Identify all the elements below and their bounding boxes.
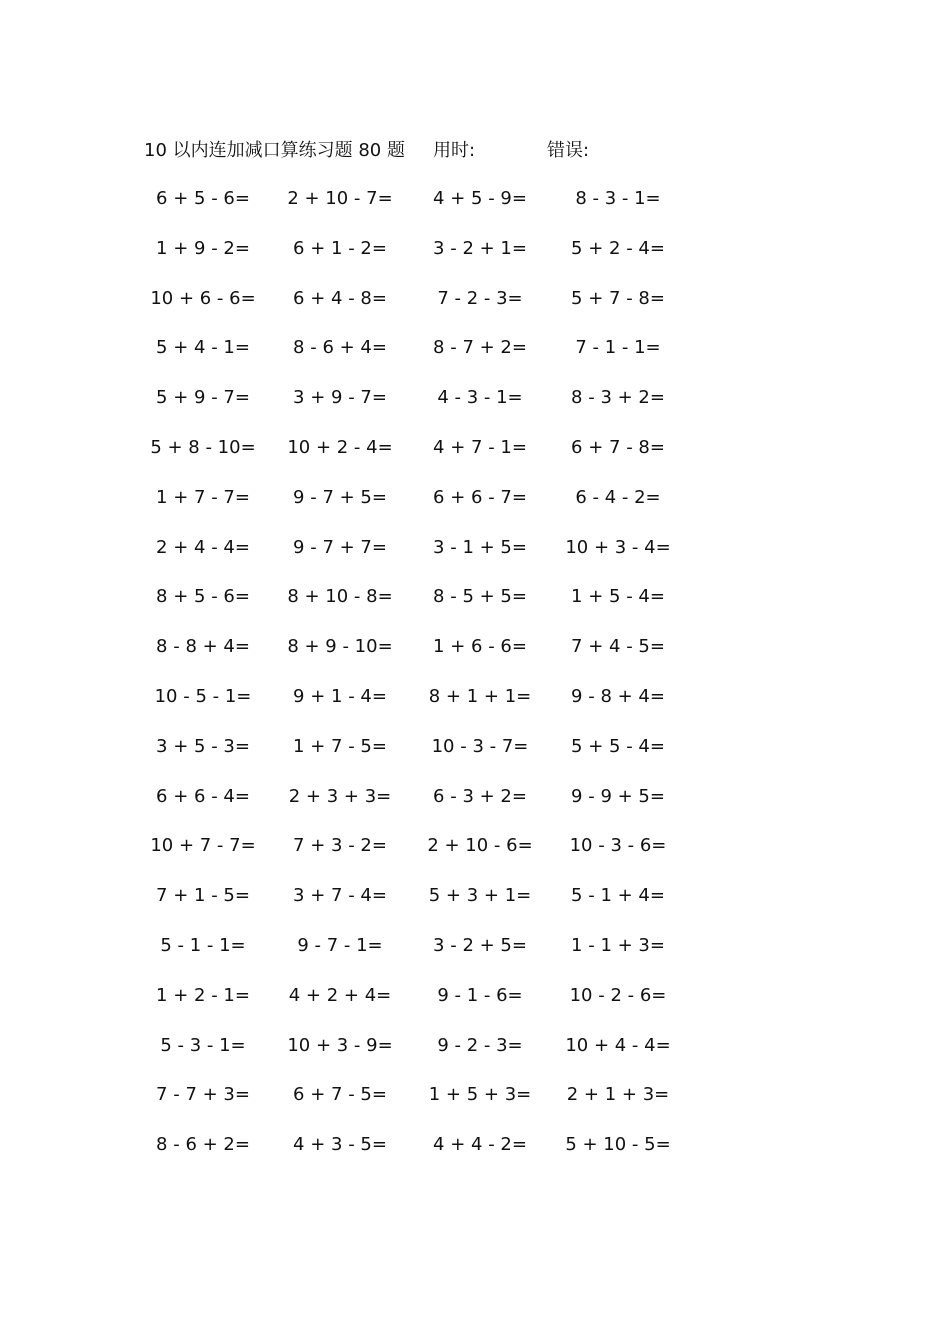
- problem-item: 2 + 3 + 3=: [288, 785, 392, 807]
- problem-item: 8 + 1 + 1=: [428, 685, 532, 707]
- problem-item: 10 + 3 - 4=: [565, 536, 671, 558]
- problem-item: 5 - 1 + 4=: [571, 885, 665, 907]
- problem-item: 5 + 8 - 10=: [150, 436, 256, 458]
- problem-item: 10 - 2 - 6=: [569, 984, 667, 1006]
- problem-row: [0, 434, 950, 484]
- problem-item: 9 - 9 + 5=: [571, 785, 665, 807]
- problem-item: 8 + 9 - 10=: [287, 636, 393, 658]
- problem-item: 5 + 3 + 1=: [428, 885, 532, 907]
- problem-item: 8 - 3 - 1=: [575, 188, 661, 209]
- problem-item: 6 - 4 - 2=: [575, 486, 661, 508]
- problem-row: [0, 484, 950, 534]
- problem-row: [0, 1131, 950, 1181]
- problem-item: 9 - 2 - 3=: [437, 1034, 523, 1056]
- problem-item: 8 - 6 + 4=: [293, 337, 387, 359]
- problem-row: [0, 1081, 950, 1131]
- problem-row: [0, 982, 950, 1032]
- problem-item: 1 + 6 - 6=: [433, 636, 527, 658]
- problem-item: 7 + 4 - 5=: [571, 636, 665, 658]
- problem-item: 6 - 3 + 2=: [433, 785, 527, 807]
- problem-item: 5 - 1 - 1=: [160, 934, 246, 956]
- problem-item: 8 - 6 + 2=: [156, 1134, 250, 1156]
- problem-item: 3 - 1 + 5=: [433, 536, 527, 558]
- problem-item: 10 + 3 - 9=: [287, 1034, 393, 1056]
- problem-row: [0, 882, 950, 932]
- problem-item: 9 + 1 - 4=: [293, 685, 387, 707]
- problem-item: 8 - 8 + 4=: [156, 636, 250, 658]
- problem-item: 4 + 2 + 4=: [288, 984, 392, 1006]
- problem-item: 3 + 9 - 7=: [293, 387, 387, 409]
- worksheet-header: [0, 136, 950, 166]
- problem-item: 10 + 4 - 4=: [565, 1034, 671, 1056]
- problem-item: 9 - 7 - 1=: [297, 934, 383, 956]
- problem-item: 6 + 5 - 6=: [156, 188, 250, 209]
- problem-item: 4 + 4 - 2=: [433, 1134, 527, 1156]
- problem-item: 8 - 3 + 2=: [571, 387, 665, 409]
- problem-item: 6 + 6 - 7=: [433, 486, 527, 508]
- problem-item: 3 + 5 - 3=: [156, 735, 250, 757]
- problem-grid: [0, 185, 950, 1181]
- problem-item: 1 + 7 - 7=: [156, 486, 250, 508]
- problem-item: 10 - 5 - 1=: [154, 685, 252, 707]
- problem-row: [0, 1032, 950, 1082]
- problem-row: [0, 683, 950, 733]
- problem-item: 8 + 10 - 8=: [287, 586, 393, 608]
- problem-item: 1 + 5 - 4=: [571, 586, 665, 608]
- problem-item: 10 + 6 - 6=: [150, 287, 256, 309]
- problem-item: 6 + 7 - 5=: [293, 1084, 387, 1106]
- problem-item: 2 + 10 - 6=: [427, 835, 533, 857]
- problem-item: 6 + 4 - 8=: [293, 287, 387, 309]
- problem-item: 3 + 7 - 4=: [293, 885, 387, 907]
- problem-row: [0, 334, 950, 384]
- problem-item: 1 - 1 + 3=: [571, 934, 665, 956]
- problem-item: 5 + 5 - 4=: [571, 735, 665, 757]
- time-used-label: 用时:: [433, 140, 476, 161]
- problem-row: [0, 235, 950, 285]
- problem-item: 10 + 7 - 7=: [150, 835, 256, 857]
- problem-item: 6 + 1 - 2=: [293, 237, 387, 259]
- problem-item: 7 - 7 + 3=: [156, 1084, 250, 1106]
- problem-item: 7 + 1 - 5=: [156, 885, 250, 907]
- problem-item: 10 + 2 - 4=: [287, 436, 393, 458]
- problem-item: 1 + 5 + 3=: [428, 1084, 532, 1106]
- problem-row: [0, 633, 950, 683]
- problem-item: 6 + 7 - 8=: [571, 436, 665, 458]
- problem-item: 10 - 3 - 7=: [431, 735, 529, 757]
- problem-item: 8 - 5 + 5=: [433, 586, 527, 608]
- problem-item: 5 + 2 - 4=: [571, 237, 665, 259]
- problem-row: [0, 185, 950, 235]
- problem-item: 4 + 3 - 5=: [293, 1134, 387, 1156]
- problem-item: 1 + 2 - 1=: [156, 984, 250, 1006]
- problem-item: 7 - 1 - 1=: [575, 337, 661, 359]
- problem-row: [0, 534, 950, 584]
- problem-item: 5 + 9 - 7=: [156, 387, 250, 409]
- problem-item: 5 + 4 - 1=: [156, 337, 250, 359]
- problem-item: 5 - 3 - 1=: [160, 1034, 246, 1056]
- worksheet-title: 10 以内连加减口算练习题 80 题: [144, 140, 405, 161]
- problem-item: 2 + 1 + 3=: [566, 1084, 670, 1106]
- problem-item: 1 + 7 - 5=: [293, 735, 387, 757]
- problem-row: [0, 832, 950, 882]
- problem-row: [0, 733, 950, 783]
- problem-item: 9 - 7 + 7=: [293, 536, 387, 558]
- problem-item: 4 + 5 - 9=: [433, 188, 527, 209]
- problem-item: 9 - 1 - 6=: [437, 984, 523, 1006]
- problem-item: 10 - 3 - 6=: [569, 835, 667, 857]
- problem-item: 3 - 2 + 5=: [433, 934, 527, 956]
- problem-row: [0, 783, 950, 833]
- problem-item: 2 + 10 - 7=: [287, 188, 393, 209]
- problem-item: 5 + 10 - 5=: [565, 1134, 671, 1156]
- problem-item: 1 + 9 - 2=: [156, 237, 250, 259]
- problem-item: 8 - 7 + 2=: [433, 337, 527, 359]
- errors-label: 错误:: [547, 140, 590, 161]
- problem-item: 7 - 2 - 3=: [437, 287, 523, 309]
- problem-item: 5 + 7 - 8=: [571, 287, 665, 309]
- problem-item: 9 - 8 + 4=: [571, 685, 665, 707]
- problem-item: 6 + 6 - 4=: [156, 785, 250, 807]
- problem-item: 3 - 2 + 1=: [433, 237, 527, 259]
- problem-item: 2 + 4 - 4=: [156, 536, 250, 558]
- problem-item: 9 - 7 + 5=: [293, 486, 387, 508]
- problem-item: 4 + 7 - 1=: [433, 436, 527, 458]
- problem-item: 7 + 3 - 2=: [293, 835, 387, 857]
- problem-item: 8 + 5 - 6=: [156, 586, 250, 608]
- problem-item: 4 - 3 - 1=: [437, 387, 523, 409]
- problem-row: [0, 932, 950, 982]
- problem-row: [0, 285, 950, 335]
- problem-row: [0, 583, 950, 633]
- problem-row: [0, 384, 950, 434]
